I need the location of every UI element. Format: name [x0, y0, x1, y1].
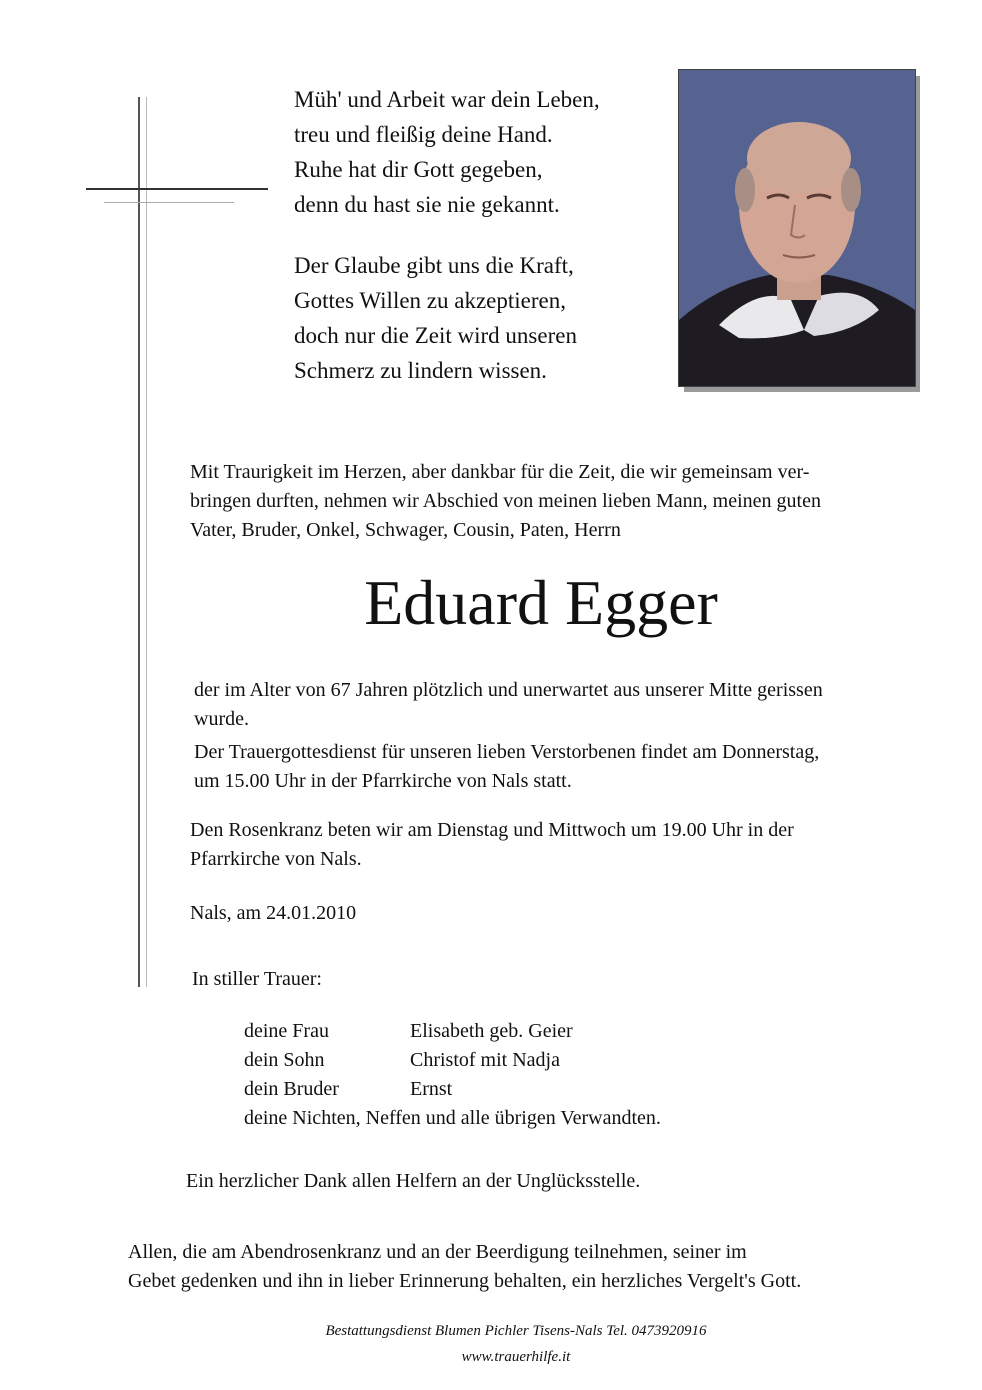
service-line: Der Trauergottesdienst für unseren lieben Verstorbenen findet am Donnerstag,	[194, 741, 820, 763]
cross-horizontal-line	[86, 188, 268, 190]
rosary-paragraph	[190, 816, 794, 874]
family-member-name: Elisabeth geb. Geier	[410, 1020, 573, 1042]
thanks-line: Ein herzlicher Dank allen Helfern an der Unglücksstelle.	[186, 1170, 641, 1192]
poem-stanza-2	[294, 248, 577, 388]
intro-line: bringen durften, nehmen wir Abschied von meinen lieben Mann, meinen guten	[190, 490, 821, 512]
intro-line: Mit Traurigkeit im Herzen, aber dankbar für die Zeit, die wir gemeinsam ver-	[190, 461, 810, 483]
poem-line: Schmerz zu lindern wissen.	[294, 358, 547, 383]
poem-line: Gottes Willen zu akzeptieren,	[294, 288, 566, 313]
family-row	[244, 1017, 661, 1046]
poem-line: Müh' und Arbeit war dein Leben,	[294, 87, 600, 112]
family-list	[244, 1017, 661, 1133]
service-line: um 15.00 Uhr in der Pfarrkirche von Nals statt.	[194, 770, 572, 792]
poem-line: denn du hast sie nie gekannt.	[294, 192, 560, 217]
poem-line: doch nur die Zeit wird unseren	[294, 323, 577, 348]
poem-stanza-1	[294, 82, 600, 222]
date-line: Nals, am 24.01.2010	[190, 902, 357, 924]
age-paragraph	[194, 676, 823, 734]
family-closing: deine Nichten, Neffen und alle übrigen Verwandten.	[244, 1107, 661, 1129]
mourning-label: In stiller Trauer:	[192, 968, 322, 990]
rosary-line: Pfarrkirche von Nals.	[190, 848, 362, 870]
family-member-name: Ernst	[410, 1078, 453, 1100]
closing-line: Allen, die am Abendrosenkranz und an der Beerdigung teilnehmen, seiner im	[128, 1241, 747, 1263]
poem-line: Der Glaube gibt uns die Kraft,	[294, 253, 574, 278]
age-line: der im Alter von 67 Jahren plötzlich und unerwartet aus unserer Mitte gerissen	[194, 679, 823, 701]
cross-vertical-line	[138, 97, 140, 987]
intro-line: Vater, Bruder, Onkel, Schwager, Cousin, Paten, Herrn	[190, 519, 621, 541]
family-row	[244, 1075, 661, 1104]
service-paragraph	[194, 738, 819, 796]
portrait-illustration	[679, 70, 915, 386]
poem-line: treu und fleißig deine Hand.	[294, 122, 553, 147]
family-relation: dein Bruder	[244, 1078, 339, 1100]
family-row	[244, 1046, 661, 1075]
intro-paragraph	[190, 458, 930, 545]
deceased-name: Eduard Egger	[364, 567, 718, 638]
family-relation: dein Sohn	[244, 1049, 325, 1071]
family-member-name: Christof mit Nadja	[410, 1049, 560, 1071]
closing-paragraph	[128, 1238, 801, 1296]
footer-company: Bestattungsdienst Blumen Pichler Tisens-Nals Tel. 0473920916	[325, 1323, 707, 1339]
poem-line: Ruhe hat dir Gott gegeben,	[294, 157, 543, 182]
age-line: wurde.	[194, 708, 249, 730]
portrait-photo	[678, 69, 916, 387]
rosary-line: Den Rosenkranz beten wir am Dienstag und Mittwoch um 19.00 Uhr in der	[190, 819, 794, 841]
footer-website: www.trauerhilfe.it	[461, 1349, 571, 1365]
family-relation: deine Frau	[244, 1020, 329, 1042]
cross-horizontal-shadow	[104, 202, 234, 203]
cross-vertical-shadow	[146, 97, 147, 987]
closing-line: Gebet gedenken und ihn in lieber Erinnerung behalten, ein herzliches Vergelt's Gott.	[128, 1270, 802, 1292]
